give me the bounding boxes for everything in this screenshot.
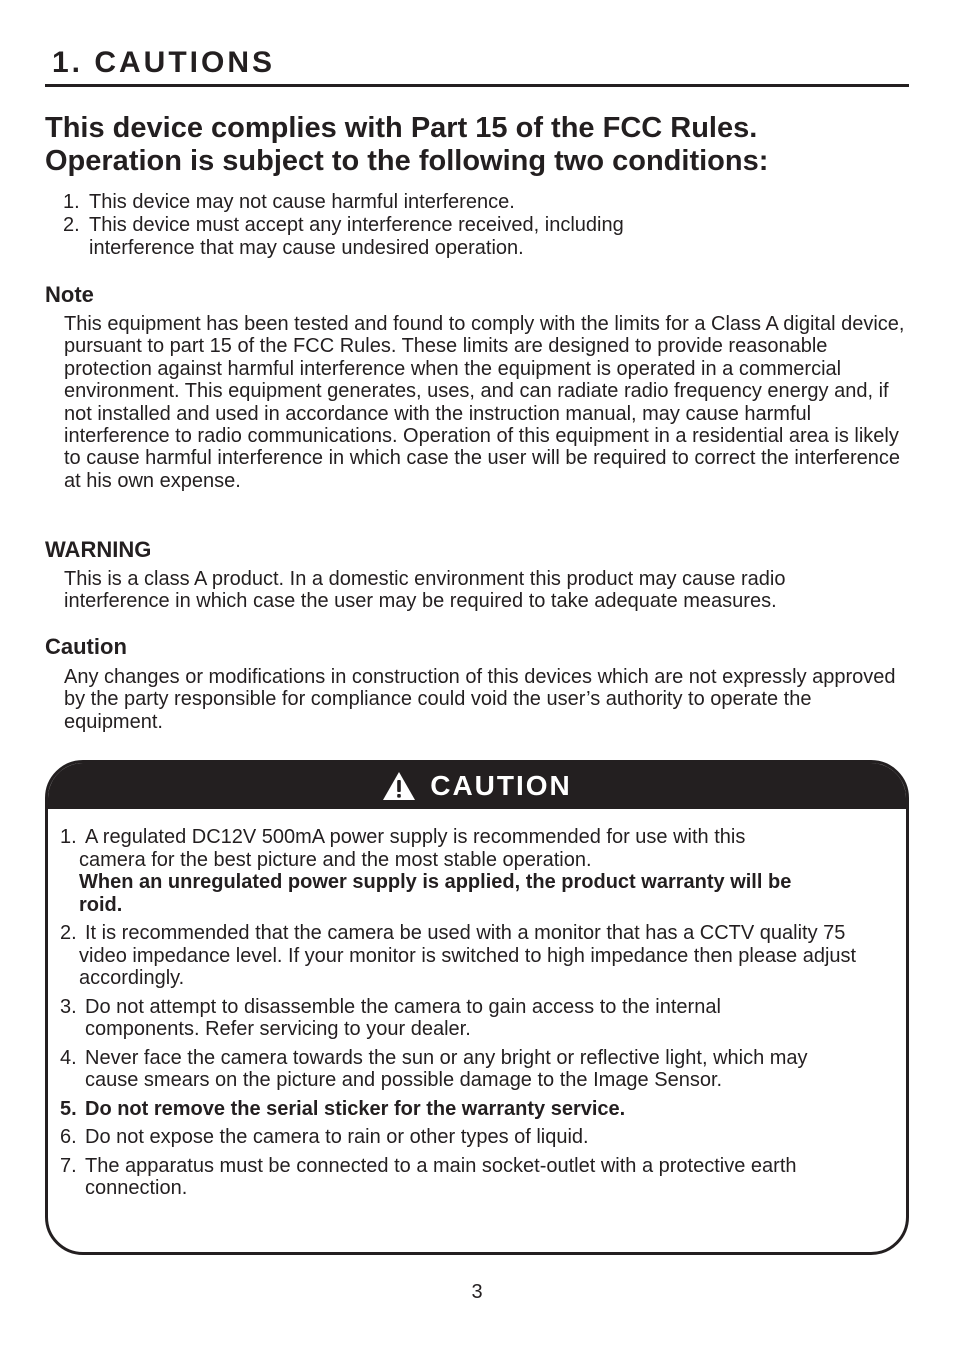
list-item-text: The apparatus must be connected to a main socket-outlet with a protective earth connection.	[85, 1154, 797, 1199]
list-item-text: This device must accept any interference received, including interference that may cause undesired operation.	[89, 214, 624, 259]
list-item	[63, 191, 903, 214]
list-item-number: 5.	[60, 1097, 77, 1120]
list-item-text: Do not attempt to disassemble the camera to gain access to the internal components. Refer servicing to your dealer.	[85, 995, 721, 1040]
caution-box	[45, 760, 909, 1255]
list-item	[60, 996, 890, 1041]
warning-heading: WARNING	[45, 537, 152, 562]
caution-banner	[48, 763, 906, 809]
list-item	[60, 1155, 890, 1200]
list-item-number: 6.	[60, 1126, 77, 1148]
list-item-text-line: A regulated DC12V 500mA power supply is recommended for use with this camera for the best picture and the most stable operation.	[79, 826, 746, 871]
fcc-conditions-list	[63, 191, 903, 260]
fcc-headline	[45, 112, 925, 178]
fcc-headline-line-1: This device complies with Part 15 of the FCC Rules.	[45, 112, 758, 144]
caution-body: Any changes or modifications in construction of this devices which are not expressly approved by the party responsible for compliance could void the user’s authority to operate the equipment.	[64, 666, 896, 733]
note-body: This equipment has been tested and found to comply with the limits for a Class A digital device, pursuant to part 15 of the FCC Rules. These limits are designed to provide reasonable protection against harmful interference when the equipment is operated in a commercial environment. This equipment generates, uses, and can radiate radio frequency energy and, if not installed and used in accordance with the instruction manual, may cause harmful interference to radio communications. Operation of this equipment in a residential area is likely to cause harmful interference in which case the user will be required to correct the interference at his own expense.	[64, 313, 905, 492]
fcc-headline-line-2: Operation is subject to the following two conditions:	[45, 145, 769, 177]
note-heading: Note	[45, 282, 94, 307]
list-item-number: 4.	[60, 1046, 77, 1069]
list-item-text	[60, 922, 890, 990]
list-item	[60, 1098, 890, 1121]
list-item-text: This device may not cause harmful interference.	[89, 191, 515, 213]
list-item-text: Never face the camera towards the sun or any bright or reflective light, which may cause smears on the picture and possible damage to the Image Sensor.	[85, 1046, 808, 1091]
list-item	[60, 1047, 890, 1092]
list-item	[60, 826, 890, 916]
list-item-text	[60, 826, 809, 871]
list-item-number: 1.	[60, 826, 77, 848]
warning-triangle-icon	[382, 771, 416, 801]
warning-body: This is a class A product. In a domestic environment this product may cause radio interference in which case the user may be required to take adequate measures.	[64, 568, 786, 613]
warranty-warning-text: When an unregulated power supply is applied, the product warranty will be roid.	[79, 871, 792, 916]
list-item	[60, 1126, 890, 1149]
caution-banner-label: CAUTION	[430, 770, 572, 801]
list-item-text: Do not expose the camera to rain or other types of liquid.	[85, 1126, 589, 1148]
list-item-number: 7.	[60, 1154, 77, 1177]
caution-items-list	[60, 826, 890, 1206]
section-title: 1. CAUTIONS	[52, 46, 276, 79]
list-item-text: Do not remove the serial sticker for the warranty service.	[85, 1097, 626, 1120]
title-divider	[45, 84, 909, 87]
page-number: 3	[471, 1281, 483, 1303]
caution-heading: Caution	[45, 634, 127, 659]
list-item-text-line: It is recommended that the camera be used with a monitor that has a CCTV quality 75 video impedance level. If your monitor is switched to high impedance then please adjust accordingly.	[79, 922, 857, 989]
list-item	[63, 214, 729, 260]
list-item-number: 2.	[60, 922, 77, 944]
list-item	[60, 922, 890, 990]
list-item-number: 1.	[63, 191, 80, 213]
list-item-number: 3.	[60, 995, 77, 1018]
list-item-number: 2.	[63, 214, 80, 236]
